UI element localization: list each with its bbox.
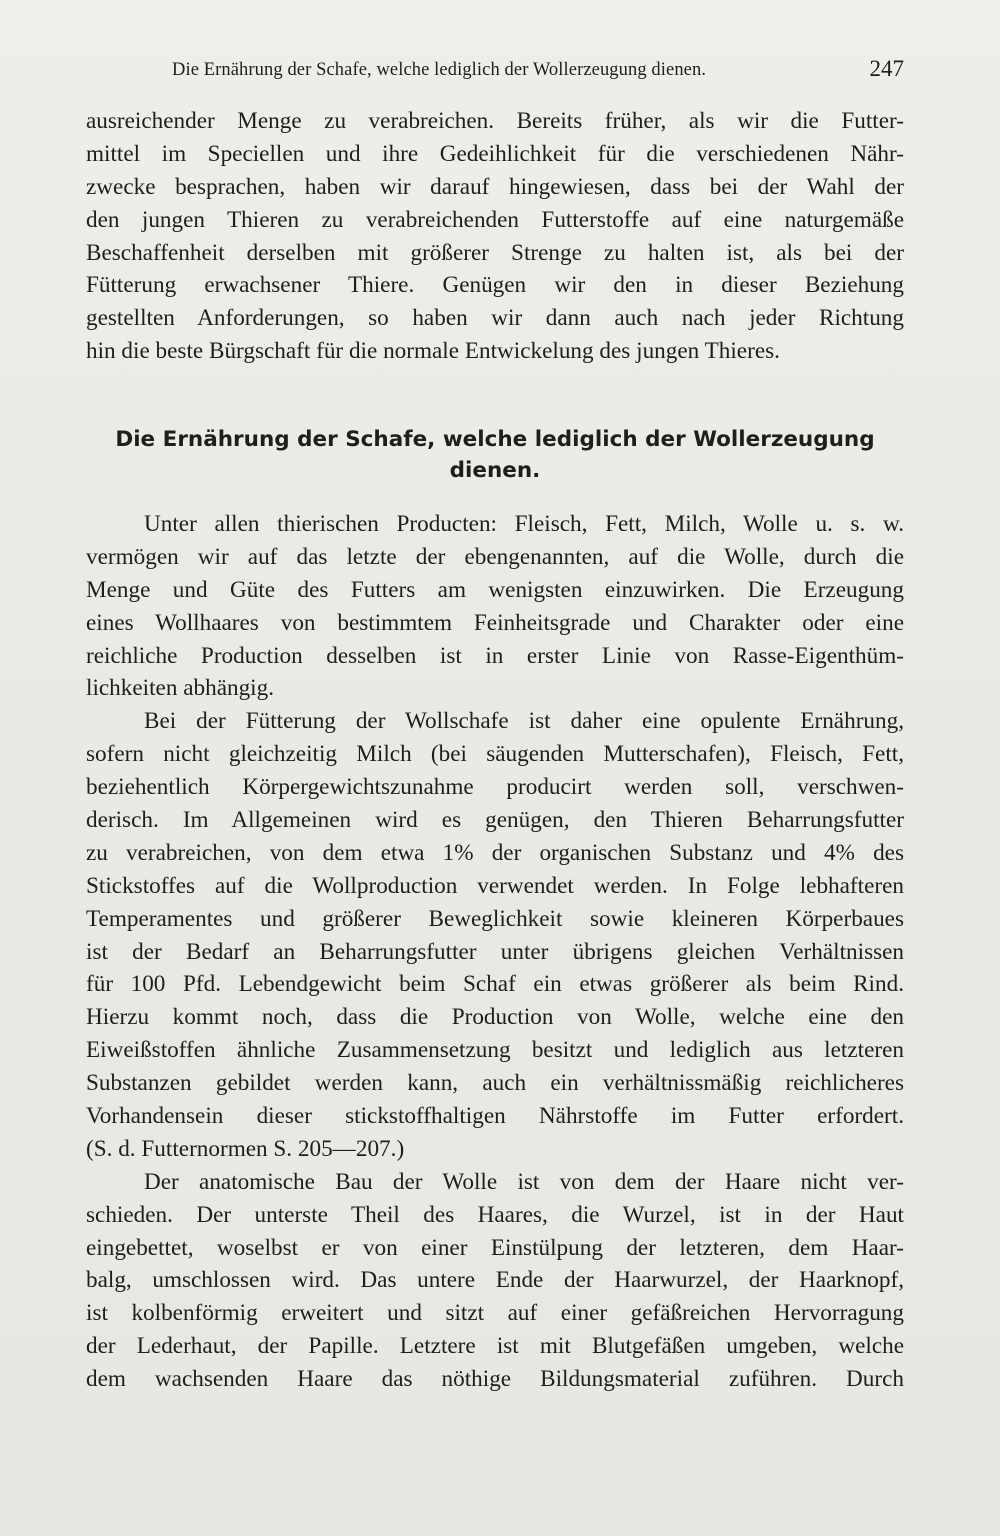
- text-line: ist der Bedarf an Beharrungsfutter unter übrigens gleichen Verhältnissen: [86, 938, 904, 965]
- text-line: zu verabreichen, von dem etwa 1% der organischen Substanz und 4% des: [86, 839, 904, 866]
- text-line: (S. d. Futternormen S. 205—207.): [86, 1135, 405, 1162]
- text-line: schieden. Der unterste Theil des Haares, die Wurzel, ist in der Haut: [86, 1201, 904, 1228]
- running-header: [172, 56, 904, 90]
- section-heading-line: Die Ernährung der Schafe, welche lediglich der Wollerzeugung: [115, 427, 875, 452]
- text-line: ausreichender Menge zu verabreichen. Bereits früher, als wir die Futter-: [86, 108, 904, 134]
- text-line: den jungen Thieren zu verabreichenden Futterstoffe auf eine naturgemäße: [86, 206, 904, 233]
- text-line: dem wachsenden Haare das nöthige Bildungsmaterial zuführen. Durch: [86, 1366, 904, 1393]
- text-line: Unter allen thierischen Producten: Fleisch, Fett, Milch, Wolle u. s. w.: [144, 511, 904, 537]
- text-line: Beschaffenheit derselben mit größerer Strenge zu halten ist, als bei der: [86, 239, 904, 266]
- text-line: Temperamentes und größerer Beweglichkeit sowie kleineren Körperbaues: [86, 905, 904, 932]
- text-line: zwecke besprachen, haben wir darauf hingewiesen, dass bei der Wahl der: [86, 173, 904, 200]
- text-line: Vorhandensein dieser stickstoffhaltigen Nährstoffe im Futter erfordert.: [86, 1103, 904, 1130]
- text-line: eines Wollhaares von bestimmtem Feinheitsgrade und Charakter oder eine: [86, 609, 904, 636]
- text-line: Menge und Güte des Futters am wenigsten einzuwirken. Die Erzeugung: [86, 576, 904, 603]
- text-line: balg, umschlossen wird. Das untere Ende der Haarwurzel, der Haarknopf,: [86, 1267, 904, 1294]
- section-body: [86, 508, 904, 1396]
- text-line: Der anatomische Bau der Wolle ist von dem der Haare nicht ver-: [144, 1168, 904, 1195]
- text-line: Bei der Fütterung der Wollschafe ist daher eine opulente Ernährung,: [144, 708, 904, 735]
- text-line: sofern nicht gleichzeitig Milch (bei säugenden Mutterschafen), Fleisch, Fett,: [86, 741, 904, 768]
- intro-paragraph: [86, 105, 904, 368]
- section-heading: [86, 424, 904, 486]
- text-line: beziehentlich Körpergewichtszunahme producirt werden soll, verschwen-: [86, 774, 904, 801]
- text-line: ist kolbenförmig erweitert und sitzt auf einer gefäßreichen Hervorragung: [86, 1300, 904, 1327]
- text-line: Substanzen gebildet werden kann, auch ein verhältnissmäßig reichlicheres: [86, 1070, 904, 1097]
- running-title: Die Ernährung der Schafe, welche lediglich der Wollerzeugung dienen.: [172, 60, 707, 80]
- text-line: gestellten Anforderungen, so haben wir dann auch nach jeder Richtung: [86, 305, 904, 332]
- text-line: hin die beste Bürgschaft für die normale Entwickelung des jungen Thieres.: [86, 338, 780, 365]
- text-line: vermögen wir auf das letzte der ebengenannten, auf die Wolle, durch die: [86, 543, 904, 570]
- text-line: der Lederhaut, der Papille. Letztere ist mit Blutgefäßen umgeben, welche: [86, 1333, 904, 1360]
- text-line: für 100 Pfd. Lebendgewicht beim Schaf ein etwas größerer als beim Rind.: [86, 971, 904, 998]
- section-heading-line: dienen.: [449, 458, 541, 483]
- text-line: Stickstoffes auf die Wollproduction verwendet werden. In Folge lebhafteren: [86, 872, 904, 899]
- text-line: lichkeiten abhängig.: [86, 675, 275, 702]
- page-number: 247: [869, 56, 904, 81]
- text-line: eingebettet, woselbst er von einer Einstülpung der letzteren, dem Haar-: [86, 1234, 904, 1261]
- text-line: mittel im Speciellen und ihre Gedeihlichkeit für die verschiedenen Nähr-: [86, 140, 904, 167]
- text-line: Fütterung erwachsener Thiere. Genügen wir den in dieser Beziehung: [86, 272, 904, 299]
- text-line: Eiweißstoffen ähnliche Zusammensetzung besitzt und lediglich aus letzteren: [86, 1037, 904, 1064]
- text-line: reichliche Production desselben ist in erster Linie von Rasse-Eigenthüm-: [86, 642, 904, 669]
- text-line: derisch. Im Allgemeinen wird es genügen, den Thieren Beharrungsfutter: [86, 807, 904, 834]
- text-line: Hierzu kommt noch, dass die Production von Wolle, welche eine den: [86, 1004, 904, 1031]
